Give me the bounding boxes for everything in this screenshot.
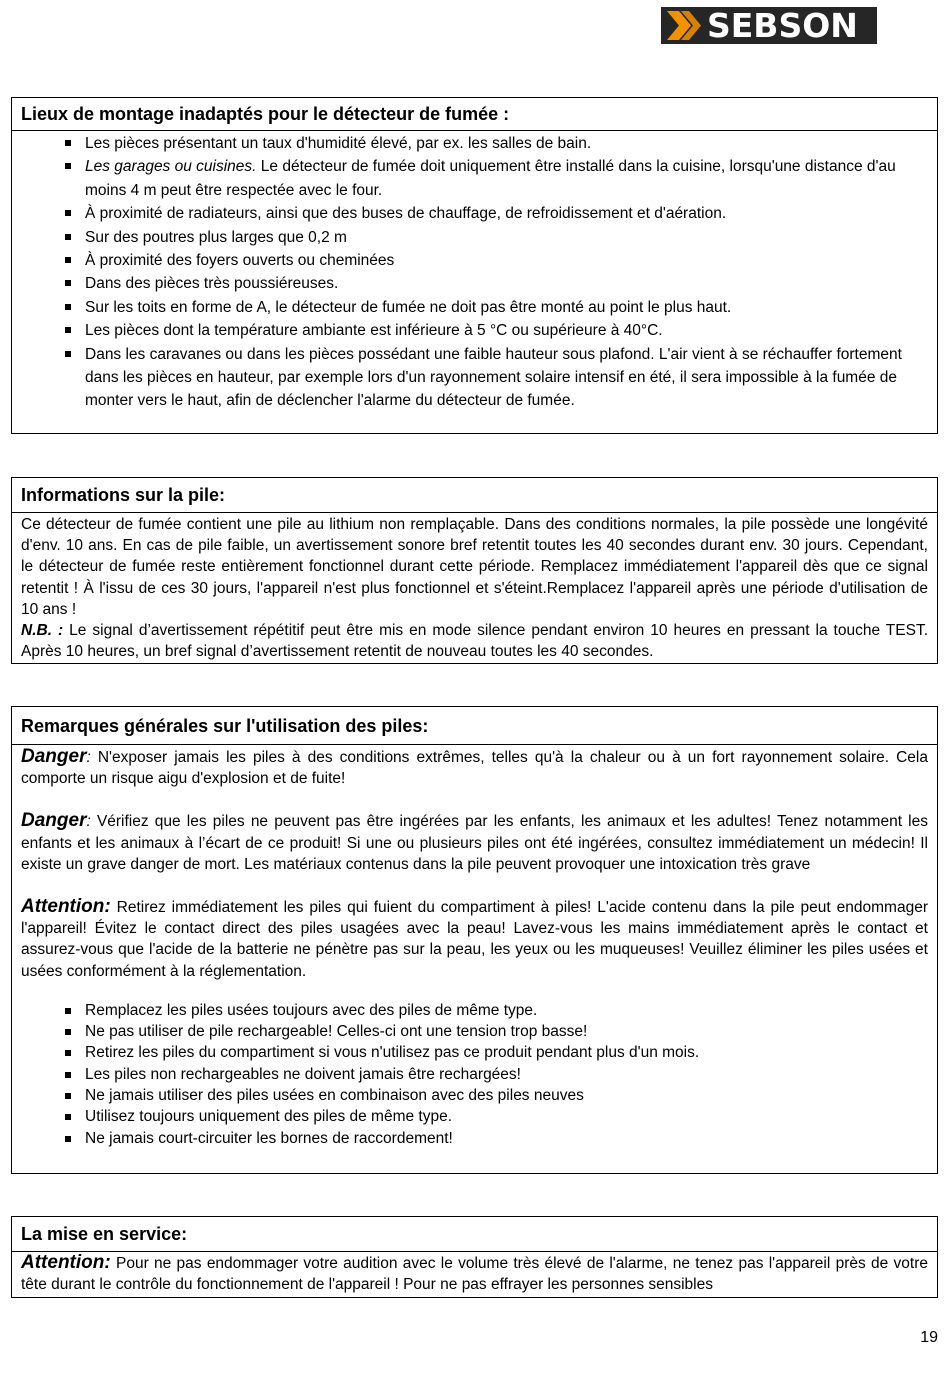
- list-item: [21, 296, 928, 319]
- list-item-text: Dans des pièces très poussiéreuses.: [85, 275, 339, 293]
- list-item-text: Le détecteur de fumée doit uniquement être installé dans la cuisine, lorsqu'une distance d'au moins 4 m peut être respectée avec le four.: [85, 158, 896, 199]
- bullet-list: [21, 1000, 928, 1149]
- list-item: [21, 132, 928, 155]
- list-item-text: Dans les caravanes ou dans les pièces possédant une faible hauteur sous plafond. L'air vient à se réchauffer fortement dans les pièces en hauteur, par exemple lors d'un rayonnement solaire intensif en été, il sera impossible à la fumée de monter vers le haut, afin de déclencher l'alarme du détecteur de fumée.: [85, 345, 902, 410]
- warning-blocks: [21, 746, 928, 982]
- warning-text: Vérifiez que les piles ne peuvent pas être ingérées par les enfants, les animaux et les adultes! Tenez notamment les enfants et les animaux à l’écart de ce produit! Si une ou plusieurs piles ont été ingérées, consultez immédiatement un médecin! Il existe un grave danger de mort. Les matériaux contenus dans la pile peuvent provoquer une intoxication très grave: [21, 813, 928, 873]
- list-item: [21, 226, 928, 249]
- list-item: Utilisez toujours uniquement des piles de même type.: [21, 1106, 928, 1127]
- warning-label: Danger: [21, 746, 87, 767]
- section-title: Lieux de montage inadaptés pour le détecteur de fumée :: [12, 98, 937, 131]
- list-item-text: Sur des poutres plus larges que 0,2 m: [85, 228, 347, 246]
- list-item: [21, 155, 928, 202]
- list-item-text: À proximité de radiateurs, ainsi que des buses de chauffage, de refroidissement et d'aération.: [85, 205, 727, 223]
- section-title: Informations sur la pile:: [12, 478, 937, 513]
- list-item: Retirez les piles du compartiment si vous n'utilisez pas ce produit pendant plus d'un mois.: [21, 1042, 928, 1063]
- chevron-logo-icon: [661, 7, 707, 44]
- list-item: [21, 343, 928, 413]
- list-item: Les piles non rechargeables ne doivent jamais être rechargées!: [21, 1064, 928, 1085]
- warning-text: Retirez immédiatement les piles qui fuient du compartiment à piles! L'acide contenu dans la pile peut endommager l'appareil! Évitez le contact direct des piles usagées avec la peau! Lavez-vous les mains immédiatement après le contact et assurez-vous que l'acide de la batterie ne pénètre pas sur la peau, les yeux ou les muqueuses! Veuillez éliminer les piles usées et usées conformément à la réglementation.: [21, 899, 928, 980]
- list-item-text: Les pièces dont la température ambiante est inférieure à 5 °C ou supérieure à 40°C.: [85, 322, 663, 340]
- battery-paragraph: Ce détecteur de fumée contient une pile au lithium non remplaçable. Dans des conditions normales, la pile possède une longévité d'env. 10 ans. En cas de pile faible, un avertissement sonore bref retentit toutes les 40 secondes durant env. 30 jours. Cependant, le détecteur de fumée reste entièrement fonctionnel durant cette période. Remplacez immédiatement l'appareil dès que ce signal retentit ! À l'issu de ces 30 jours, l'appareil n'est plus fonctionnel et s'éteint.Remplacez l'appareil après une période d'utilisation de 10 ans !: [21, 516, 928, 618]
- nb-paragraph: [21, 620, 928, 662]
- list-item: [21, 319, 928, 342]
- section-title: Remarques générales sur l'utilisation des piles:: [12, 707, 937, 745]
- warning-colon: :: [86, 749, 91, 766]
- section-unsuitable-locations: [11, 97, 938, 434]
- list-item: [21, 202, 928, 225]
- page-number: 19: [920, 1329, 938, 1346]
- section-title: La mise en service:: [12, 1217, 937, 1252]
- list-item-emphasis: Les garages ou cuisines.: [85, 158, 257, 176]
- warning-paragraph: [21, 896, 928, 982]
- warning-label: Attention:: [21, 896, 111, 918]
- warning-colon: :: [86, 813, 91, 831]
- warning-label: Danger: [21, 810, 87, 832]
- brand-name: SEBSON: [707, 6, 858, 45]
- warning-text: N'exposer jamais les piles à des conditions extrêmes, telles qu'à la chaleur ou à un fort rayonnement solaire. Cela comporte un risque aigu d'explosion et de fuite!: [21, 749, 928, 788]
- list-item: [21, 249, 928, 272]
- list-item: Remplacez les piles usées toujours avec des piles de même type.: [21, 1000, 928, 1021]
- nb-label: N.B. :: [21, 622, 64, 640]
- section-battery-info: [11, 477, 938, 664]
- list-item-text: À proximité des foyers ouverts ou cheminées: [85, 252, 395, 270]
- brand-logo: [661, 7, 877, 44]
- commissioning-text: Pour ne pas endommager votre audition avec le volume très élevé de l'alarme, ne tenez pas l'appareil près de votre tête durant le contrôle du fonctionnement de l'appareil ! Pour ne pas effrayer les personnes sensibles: [21, 1255, 928, 1294]
- bullet-list: [21, 132, 928, 413]
- list-item: Ne jamais court-circuiter les bornes de raccordement!: [21, 1128, 928, 1149]
- warning-paragraph: [21, 810, 928, 875]
- section-battery-remarks: [11, 706, 938, 1174]
- list-item-text: Sur les toits en forme de A, le détecteur de fumée ne doit pas être monté au point le plus haut.: [85, 298, 732, 316]
- warning-paragraph: [21, 746, 928, 789]
- list-item: Ne pas utiliser de pile rechargeable! Celles-ci ont une tension trop basse!: [21, 1021, 928, 1042]
- list-item: [21, 272, 928, 295]
- list-item: Ne jamais utiliser des piles usées en combinaison avec des piles neuves: [21, 1085, 928, 1106]
- section-commissioning: [11, 1216, 938, 1298]
- list-item-text: Les pièces présentant un taux d'humidité élevé, par ex. les salles de bain.: [85, 135, 592, 152]
- commissioning-paragraph: [21, 1252, 928, 1295]
- nb-text: Le signal d’avertissement répétitif peut être mis en mode silence pendant environ 10 heures en pressant la touche TEST. Après 10 heures, un bref signal d’avertissement retentit de nouveau toutes les 40 secondes.: [21, 622, 929, 661]
- attention-label: Attention:: [21, 1252, 111, 1273]
